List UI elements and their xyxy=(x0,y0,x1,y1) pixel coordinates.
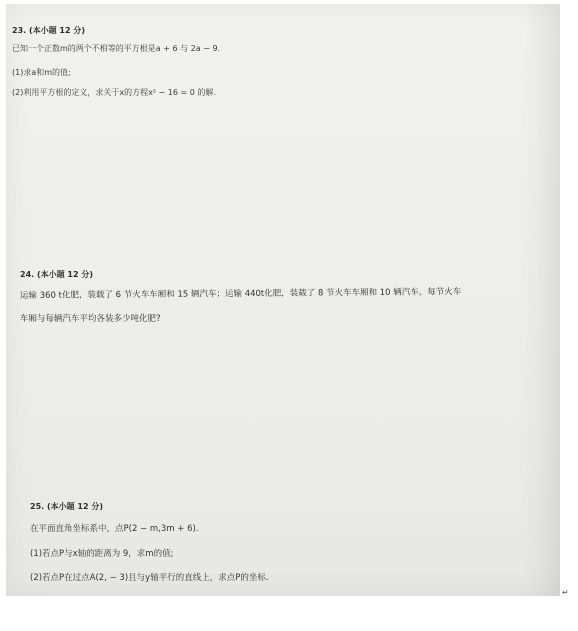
paragraph-mark: ↵ xyxy=(562,588,569,597)
q25-heading: 25. (本小题 12 分) xyxy=(30,502,103,511)
q23-stem: 已知一个正数m的两个不相等的平方根是a + 6 与 2a − 9. xyxy=(12,44,221,53)
q24-heading: 24. (本小题 12 分) xyxy=(20,270,93,279)
q24-line1: 运输 360 t化肥，装载了 6 节火车车厢和 15 辆汽车；运输 440t化肥，装载了 8 节火车车厢和 10 辆汽车，每节火车 xyxy=(19,287,462,301)
q25-part1: (1)若点P与x轴的距离为 9，求m的值; xyxy=(30,549,174,559)
q25-stem: 在平面直角坐标系中，点P(2 − m,3m + 6). xyxy=(30,524,199,534)
q23-part2: (2)利用平方根的定义，求关于x的方程x² − 16 = 0 的解. xyxy=(12,88,216,97)
exam-photo xyxy=(6,4,560,596)
q23-heading: 23. (本小题 12 分) xyxy=(12,26,85,35)
q25-part2: (2)若点P在过点A(2, − 3)且与y轴平行的直线上，求点P的坐标. xyxy=(30,573,269,583)
q23-part1: (1)求a和m的值; xyxy=(12,68,71,77)
q24-line2: 车厢与每辆汽车平均各装多少吨化肥? xyxy=(20,314,161,324)
